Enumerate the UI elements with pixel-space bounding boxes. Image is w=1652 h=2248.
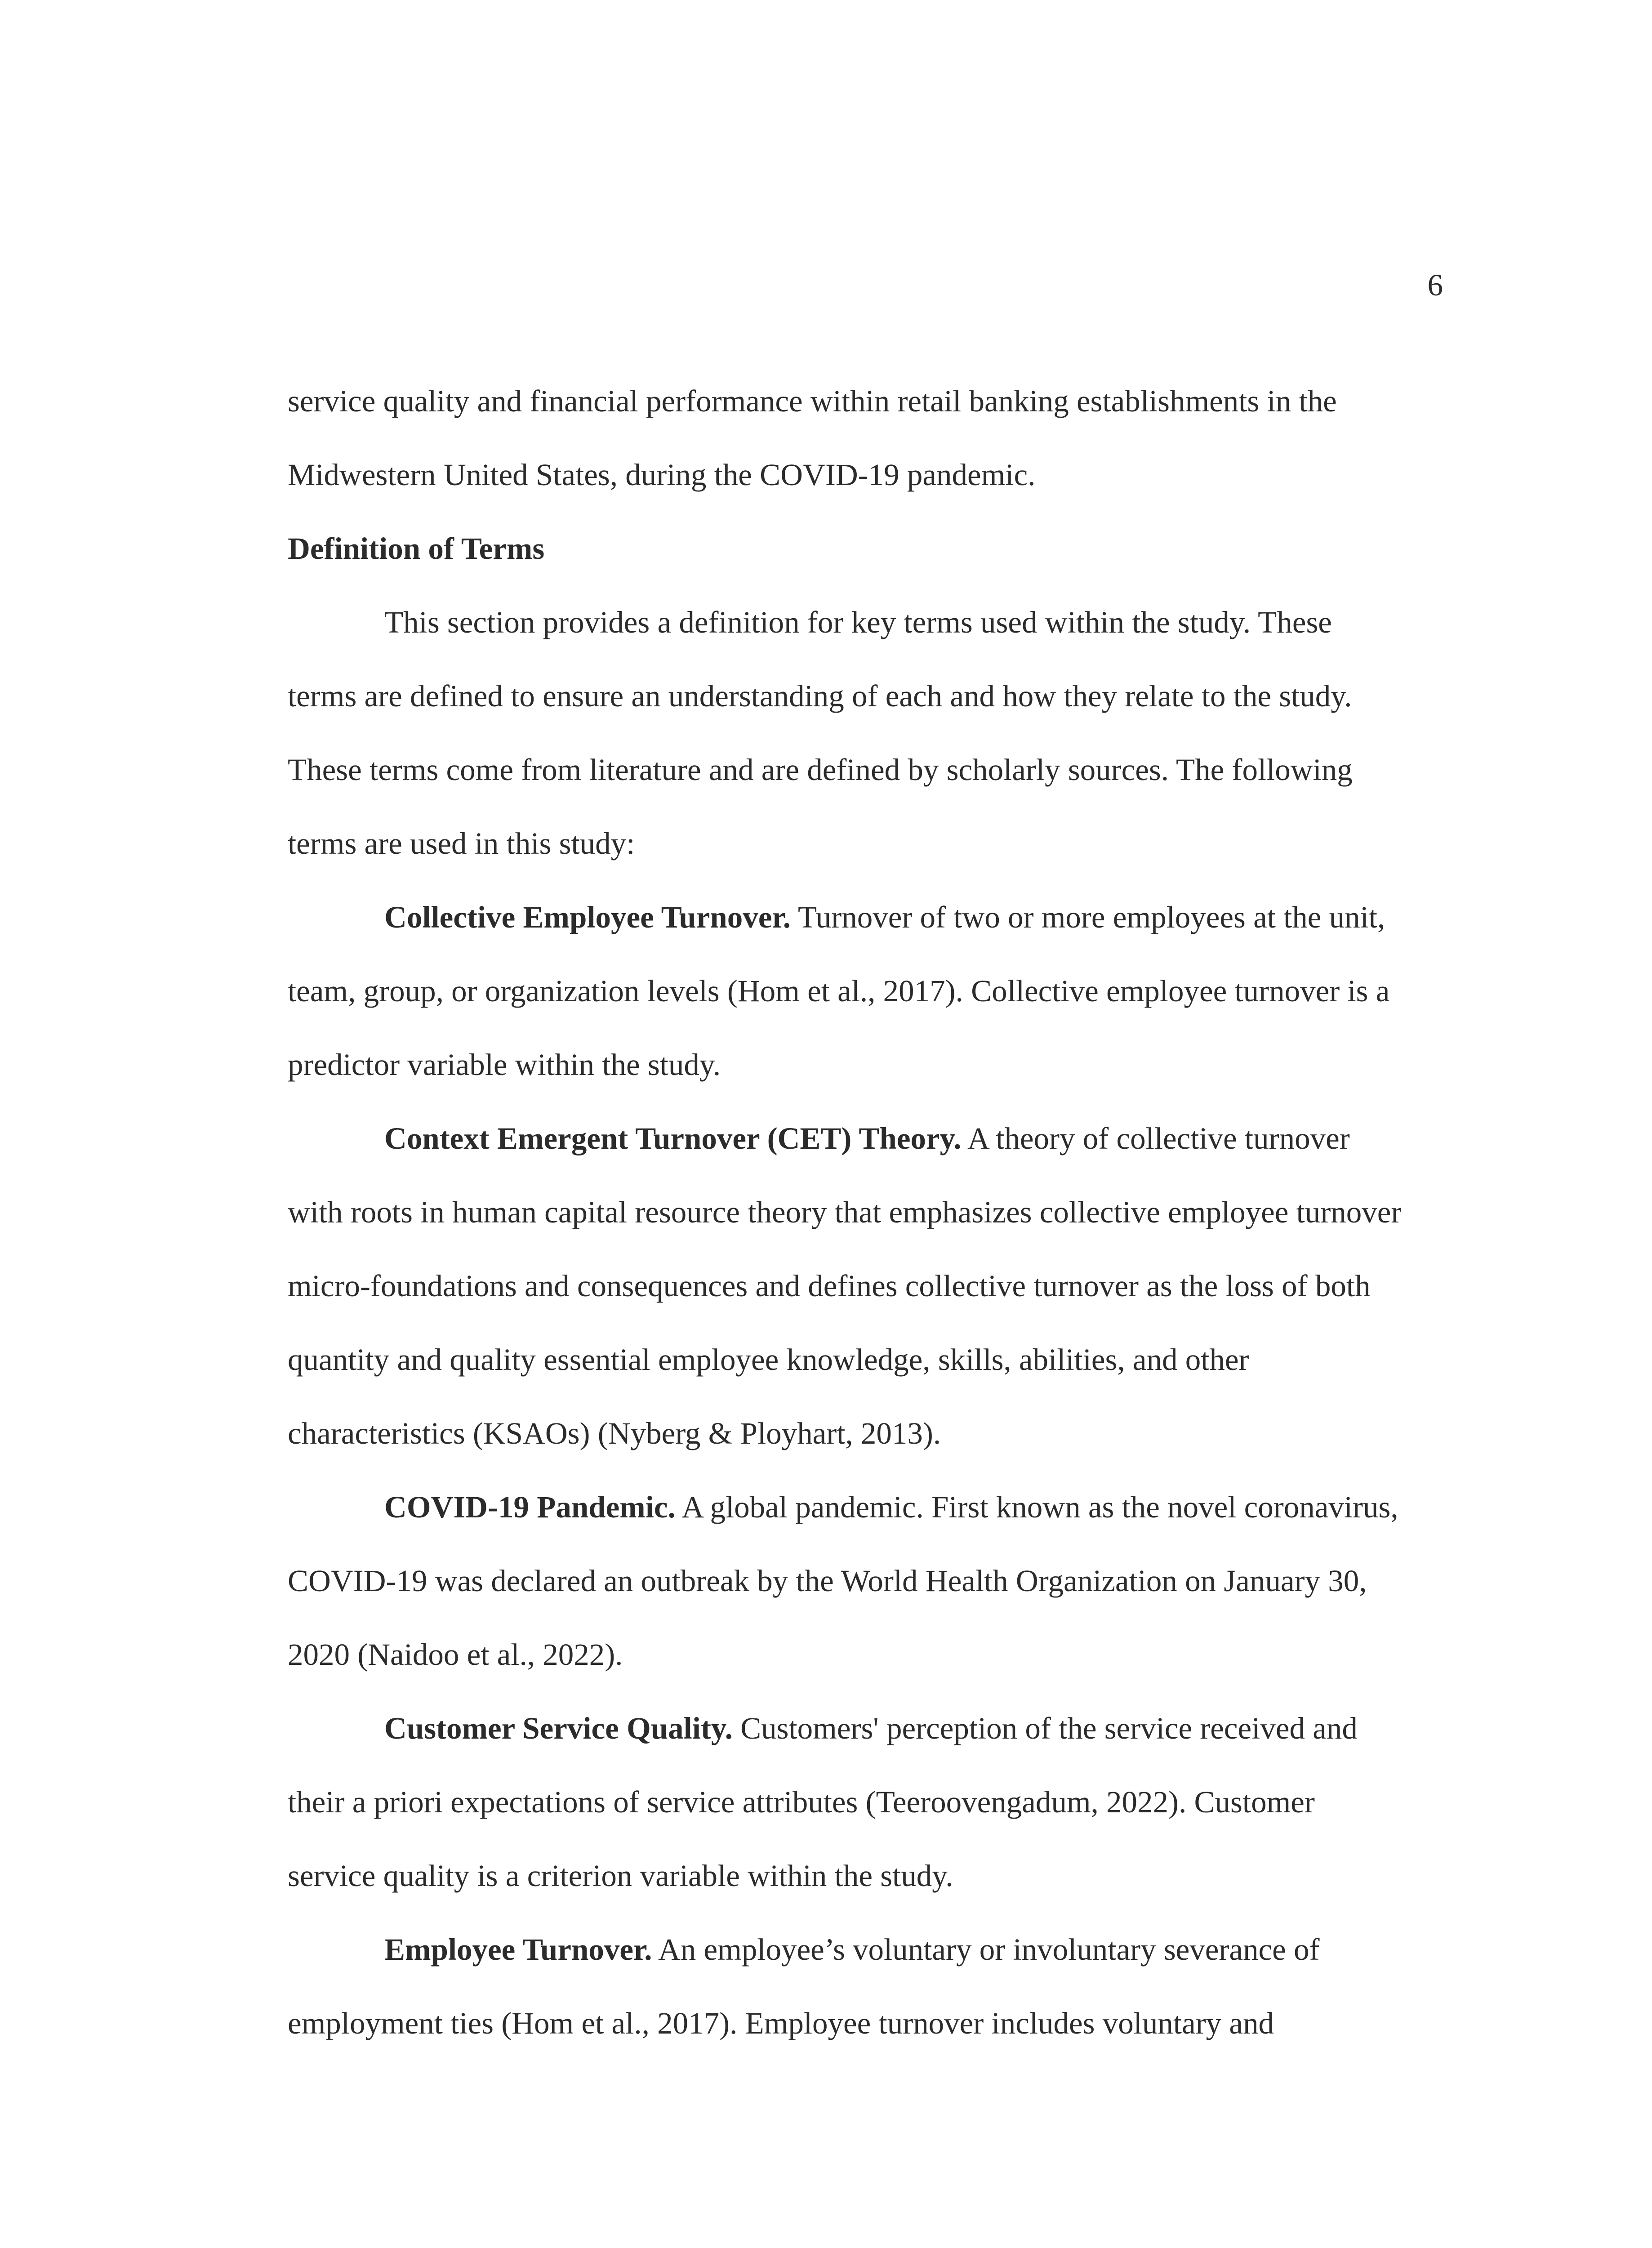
term-definition-text: A global pandemic. First known as the novel coronavirus, — [675, 1490, 1398, 1524]
term-definition-first-line — [288, 1470, 1438, 1544]
term-definition-line: with roots in human capital resource theory that emphasizes collective employee turnover — [288, 1195, 1402, 1229]
intro-line: Midwestern United States, during the COVID-19 pandemic. — [288, 458, 1036, 492]
intro-line: service quality and financial performance within retail banking establishments in the — [288, 384, 1337, 418]
term-definition-text: An employee’s voluntary or involuntary severance of — [652, 1932, 1320, 1967]
paragraph-line: terms are defined to ensure an understanding of each and how they relate to the study. — [288, 679, 1352, 713]
term-definition-line: 2020 (Naidoo et al., 2022). — [288, 1637, 623, 1672]
paragraph-line: This section provides a definition for key terms used within the study. These — [384, 605, 1332, 639]
term-name: COVID-19 Pandemic. — [384, 1490, 676, 1524]
term-definition-first-line — [288, 1691, 1438, 1765]
term-definition-line: COVID-19 was declared an outbreak by the World Health Organization on January 30, — [288, 1564, 1367, 1598]
term-definition-line: predictor variable within the study. — [288, 1048, 721, 1082]
term-definition-line: quantity and quality essential employee knowledge, skills, abilities, and other — [288, 1343, 1249, 1377]
page-number: 6 — [1427, 268, 1443, 302]
body-text — [288, 364, 1438, 2060]
paragraph-line: These terms come from literature and are defined by scholarly sources. The following — [288, 753, 1353, 787]
term-definition-line: micro-foundations and consequences and defines collective turnover as the loss of both — [288, 1269, 1371, 1303]
term-name: Context Emergent Turnover (CET) Theory. — [384, 1121, 962, 1155]
term-name: Employee Turnover. — [384, 1932, 652, 1967]
term-name: Collective Employee Turnover. — [384, 900, 791, 934]
term-definition-first-line — [288, 880, 1438, 954]
paragraph-line: terms are used in this study: — [288, 826, 635, 861]
term-definition-line: characteristics (KSAOs) (Nyberg & Ployhart, 2013). — [288, 1416, 941, 1450]
term-definition-text: Customers' perception of the service received and — [732, 1711, 1358, 1745]
term-definition-line: service quality is a criterion variable within the study. — [288, 1859, 953, 1893]
term-definition-text: A theory of collective turnover — [961, 1121, 1350, 1155]
section-heading: Definition of Terms — [288, 531, 545, 566]
term-definition-line: team, group, or organization levels (Hom et al., 2017). Collective employee turnover is a — [288, 974, 1390, 1008]
term-name: Customer Service Quality. — [384, 1711, 733, 1745]
term-definition-first-line — [288, 1913, 1438, 1986]
term-definition-first-line — [288, 1102, 1438, 1175]
term-definition-text: Turnover of two or more employees at the unit, — [790, 900, 1385, 934]
term-definition-line: their a priori expectations of service attributes (Teeroovengadum, 2022). Customer — [288, 1785, 1315, 1819]
term-definition-line: employment ties (Hom et al., 2017). Employee turnover includes voluntary and — [288, 2006, 1274, 2040]
